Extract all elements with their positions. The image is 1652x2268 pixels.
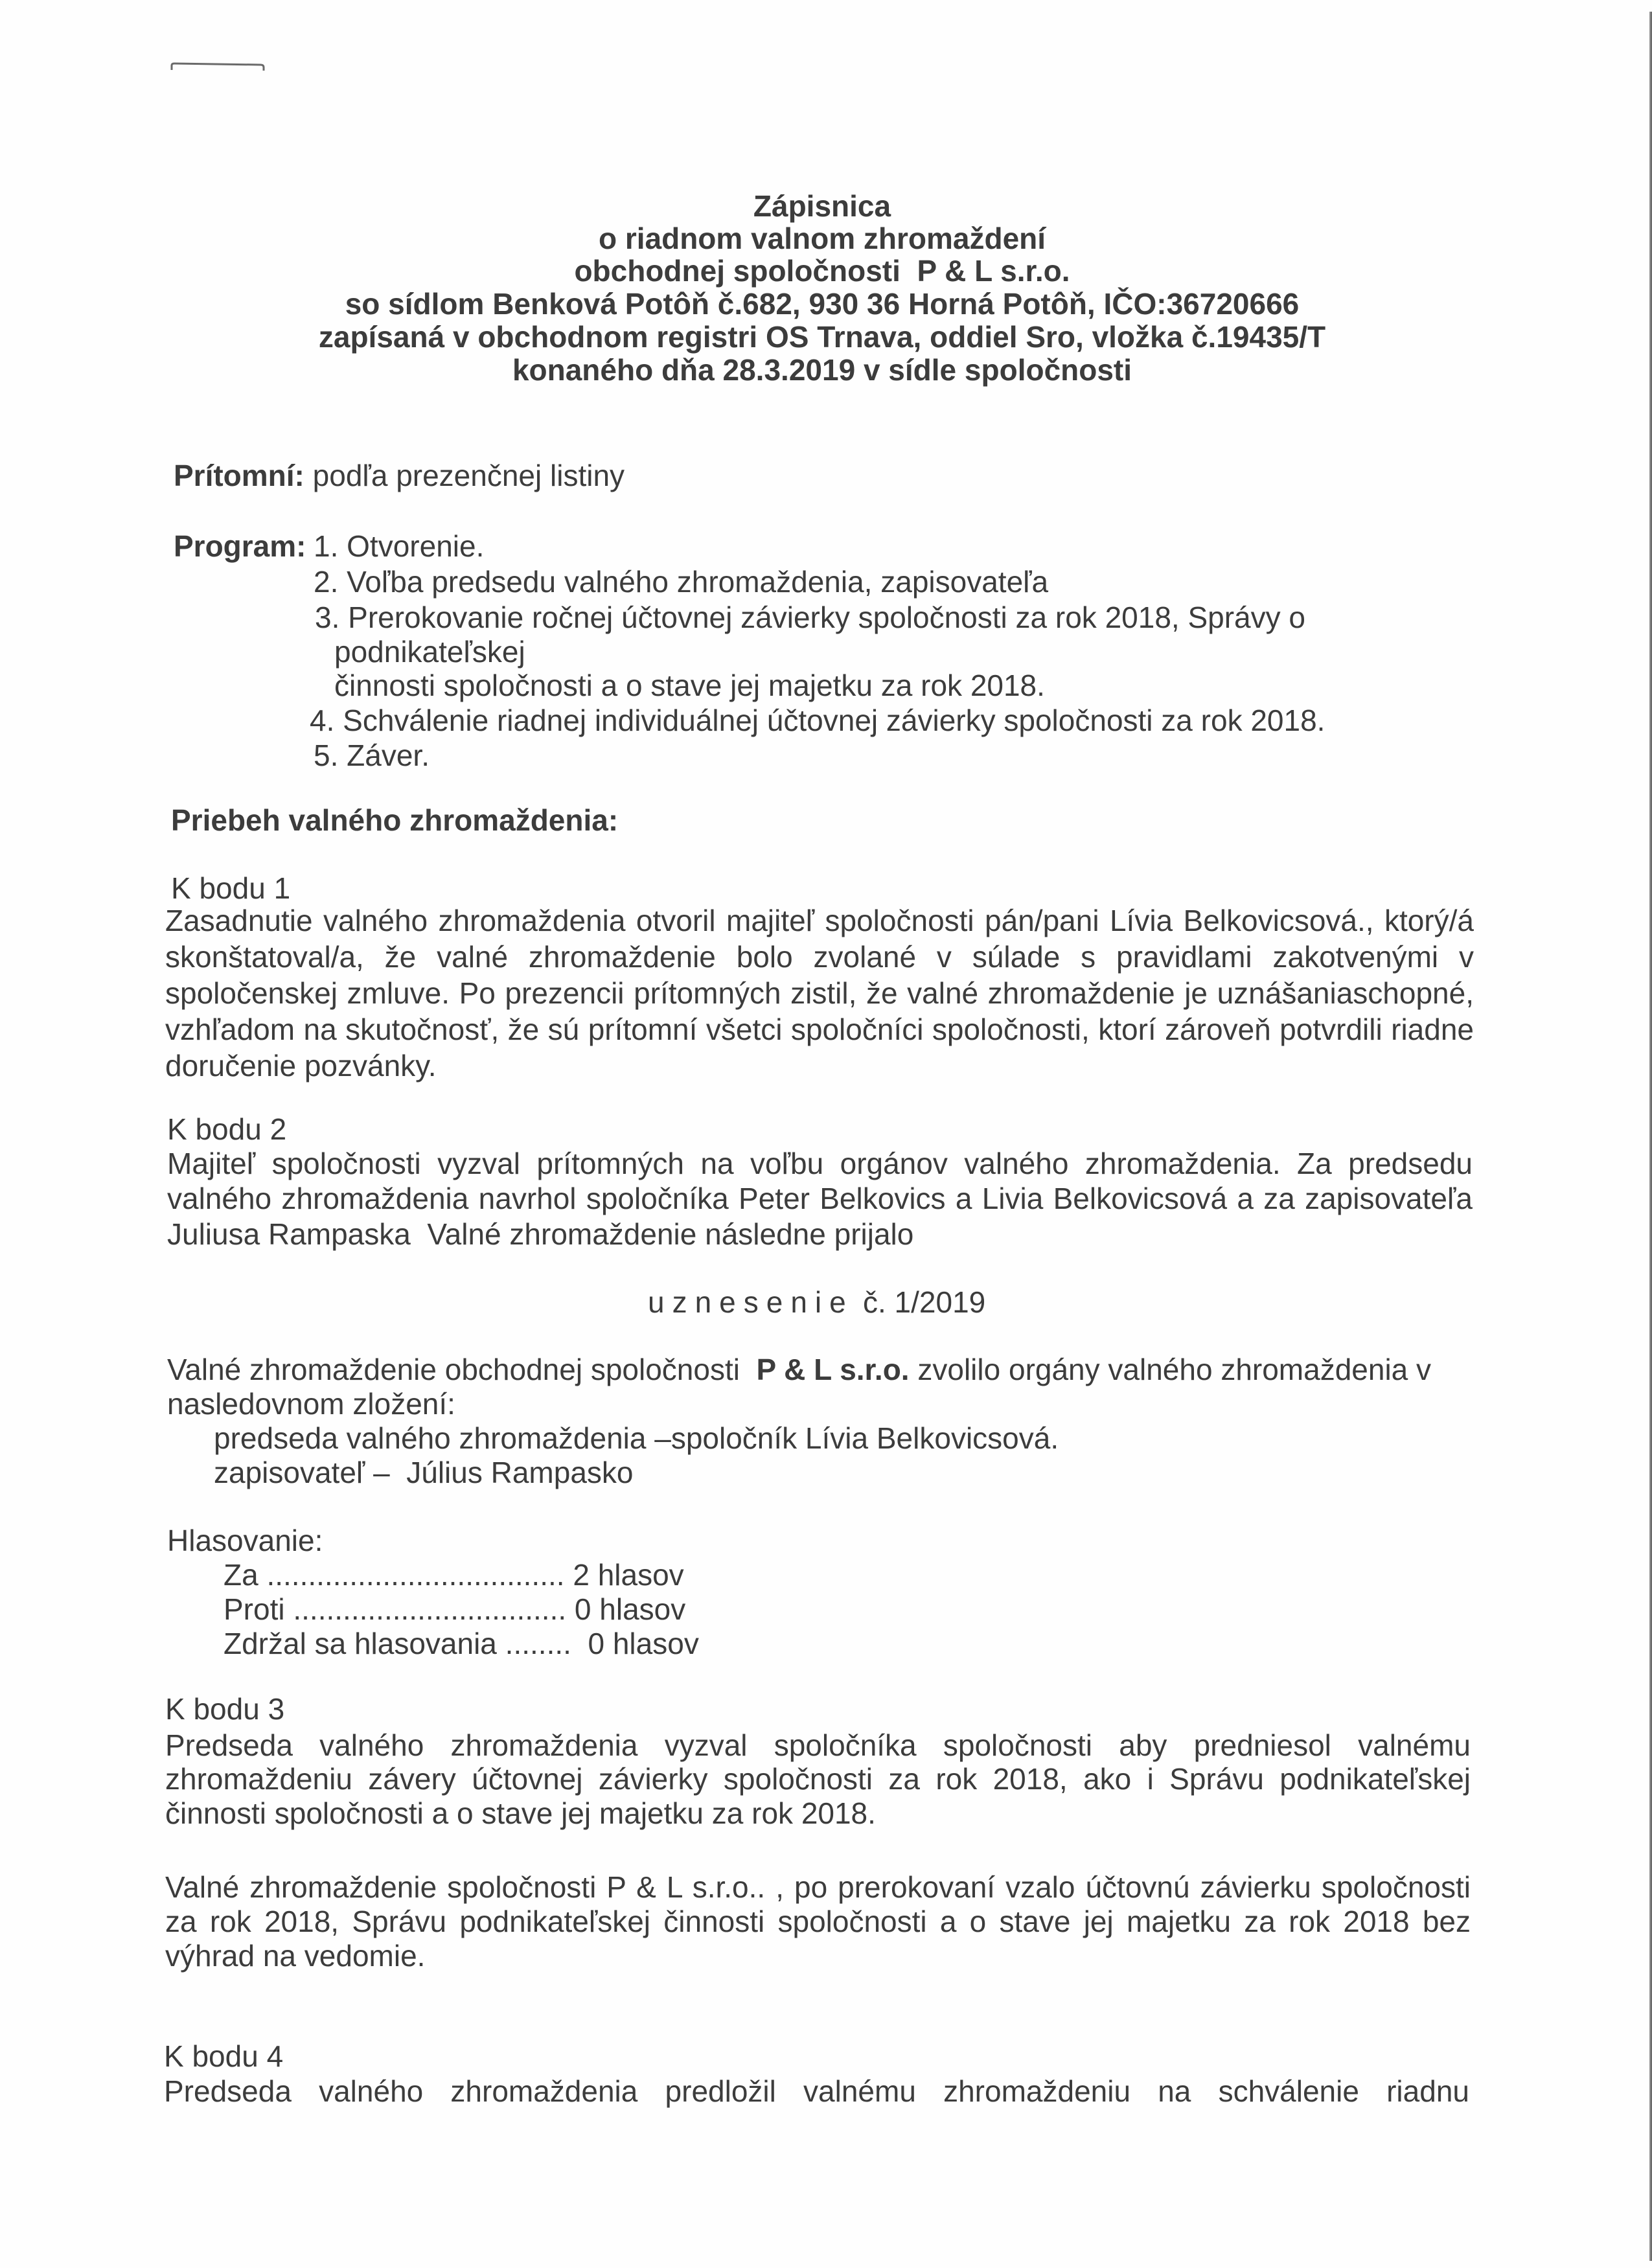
- point2-heading: K bodu 2: [167, 1112, 287, 1146]
- present-value: podľa prezenčnej listiny: [312, 459, 625, 492]
- title-company: obchodnej spoločnosti P & L s.r.o.: [574, 254, 1070, 288]
- point3-para2-line-1: Valné zhromaždenie spoločnosti P & L s.r.o.. , po prerokovaní vzalo účtovnú závierku spoločnosti: [165, 1870, 1471, 1904]
- resolution-text-line2: nasledovnom zložení:: [167, 1387, 455, 1421]
- point1-line-1: Zasadnutie valného zhromaždenia otvoril majiteľ spoločnosti pán/pani Lívia Belkovicsová., ktorý/á: [165, 904, 1474, 937]
- title-subtitle: o riadnom valnom zhromaždení: [598, 222, 1046, 255]
- resolution-word: uznesenie: [648, 1285, 854, 1319]
- point1-heading: K bodu 1: [171, 871, 291, 905]
- title-date: konaného dňa 28.3.2019 v sídle spoločnosti: [512, 353, 1132, 387]
- point2-line-2: valného zhromaždenia navrhol spoločníka Peter Belkovics a Livia Belkovicsová a za zapisovateľa: [167, 1182, 1473, 1215]
- point2-line-3: Juliusa Rampaska Valné zhromaždenie následne prijalo: [167, 1217, 914, 1251]
- composition-recorder: zapisovateľ – Július Rampasko: [214, 1456, 634, 1489]
- resolution-text: Valné zhromaždenie obchodnej spoločnosti P & L s.r.o. zvolilo orgány valného zhromaždenia v: [167, 1353, 1432, 1386]
- point3-para2-line-3: výhrad na vedomie.: [165, 1939, 426, 1973]
- vote-row-abstain: Zdržal sa hlasovania ........ 0 hlasov: [224, 1627, 699, 1660]
- title-address: so sídlom Benková Potôň č.682, 930 36 Horná Potôň, IČO:36720666: [345, 287, 1300, 321]
- point1-line-3: spoločenskej zmluve. Po prezencii prítomných zistil, že valné zhromaždenie je uznášaniaschopné,: [165, 976, 1474, 1010]
- point1-line-2: skonštatoval/a, že valné zhromaždenie bolo zvolané v súlade s pravidlami zakotvenými v: [165, 940, 1474, 974]
- program-item-5: 5. Záver.: [314, 739, 430, 772]
- resolution-number: č. 1/2019: [863, 1285, 986, 1319]
- point1-line-4: vzhľadom na skutočnosť, že sú prítomní všetci spoločníci spoločnosti, ktorí zároveň potvrdili riadne: [165, 1013, 1474, 1046]
- proceedings-heading: Priebeh valného zhromaždenia:: [171, 803, 619, 837]
- point3-line-3: činnosti spoločnosti a o stave jej majetku za rok 2018.: [165, 1796, 876, 1830]
- point3-para2-line-2: za rok 2018, Správu podnikateľskej činnosti spoločnosti a o stave jej majetku za rok 2018 bez: [165, 1905, 1471, 1938]
- program-label: Program:: [174, 529, 306, 563]
- vote-row-against: Proti ................................. 0 hlasov: [224, 1592, 686, 1626]
- document-title: Zápisnica: [753, 189, 891, 223]
- program-item-3-cont2: činnosti spoločnosti a o stave jej majetku za rok 2018.: [334, 669, 1045, 702]
- voting-label: Hlasovanie:: [167, 1524, 323, 1557]
- present-row: [174, 457, 625, 494]
- point3-line-2: zhromaždeniu závery účtovnej závierky spoločnosti za rok 2018, ako i Správu podnikateľskej: [165, 1762, 1471, 1796]
- point4-line-1: Predseda valného zhromaždenia predložil valnému zhromaždeniu na schválenie riadnu: [164, 2074, 1469, 2108]
- program-item-4: 4. Schválenie riadnej individuálnej účtovnej závierky spoločnosti za rok 2018.: [310, 704, 1325, 737]
- point3-heading: K bodu 3: [165, 1692, 285, 1726]
- program-item-2: 2. Voľba predsedu valného zhromaždenia, zapisovateľa: [314, 565, 1049, 599]
- title-registry: zapísaná v obchodnom registri OS Trnava, oddiel Sro, vložka č.19435/T: [318, 320, 1326, 354]
- point2-line-1: Majiteľ spoločnosti vyzval prítomných na voľbu orgánov valného zhromaždenia. Za predsedu: [167, 1147, 1473, 1180]
- point4-heading: K bodu 4: [164, 2039, 284, 2073]
- program-item-3: 3. Prerokovanie ročnej účtovnej závierky spoločnosti za rok 2018, Správy o: [315, 601, 1306, 634]
- composition-chair: predseda valného zhromaždenia –spoločník Lívia Belkovicsová.: [214, 1421, 1059, 1455]
- program-item-3-cont: podnikateľskej: [334, 635, 525, 669]
- staple-mark-icon: [170, 62, 266, 71]
- vote-row-for: Za .................................... 2 hlasov: [224, 1558, 684, 1592]
- program-item-1: 1. Otvorenie.: [314, 529, 485, 563]
- point1-line-5: doručenie pozvánky.: [165, 1049, 437, 1082]
- point3-line-1: Predseda valného zhromaždenia vyzval spoločníka spoločnosti aby predniesol valnému: [165, 1728, 1471, 1762]
- company-name: P & L s.r.o.: [756, 1353, 910, 1386]
- present-label: Prítomní:: [174, 459, 304, 492]
